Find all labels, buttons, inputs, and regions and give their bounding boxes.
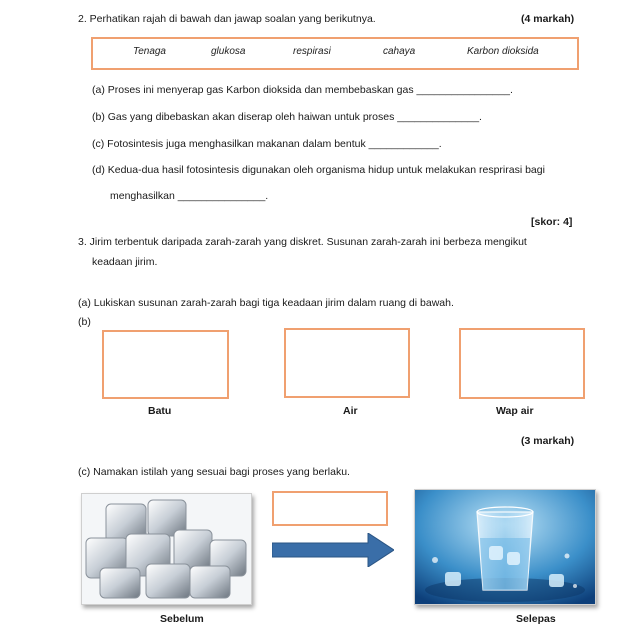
glass-of-water-image (414, 489, 596, 605)
ice-cubes-image (81, 493, 252, 605)
word-bank-item: Karbon dioksida (467, 46, 539, 57)
q2-part-b: (b) Gas yang dibebaskan akan diserap oleh haiwan untuk proses ______________. (92, 111, 482, 123)
drawing-box-gas[interactable] (459, 328, 585, 399)
q3-marks: (3 markah) (521, 435, 575, 447)
answer-box[interactable] (272, 491, 388, 526)
word-bank-box (91, 37, 579, 70)
right-arrow-icon (272, 533, 394, 567)
label-gas: Wap air (496, 405, 534, 417)
word-bank-item: Tenaga (133, 46, 166, 57)
label-liquid: Air (343, 405, 358, 417)
label-solid: Batu (148, 405, 172, 417)
q2-marks: (4 markah) (521, 13, 575, 25)
q3-part-a: (a) Lukiskan susunan zarah-zarah bagi tiga keadaan jirim dalam ruang di bawah. (78, 297, 454, 309)
q3-intro-cont: keadaan jirim. (92, 256, 158, 268)
q2-part-d-cont: menghasilkan _______________. (110, 190, 269, 202)
drawing-box-solid[interactable] (102, 330, 229, 399)
word-bank-item: cahaya (383, 46, 416, 57)
q2-part-d: (d) Kedua-dua hasil fotosintesis digunakan oleh organisma hidup untuk melakukan resprirasi bagi (92, 164, 545, 176)
label-before: Sebelum (160, 613, 204, 625)
word-bank-item: glukosa (211, 46, 246, 57)
q3-intro: 3. Jirim terbentuk daripada zarah-zarah yang diskret. Susunan zarah-zarah ini berbeza mengikut (78, 236, 527, 248)
drawing-box-liquid[interactable] (284, 328, 410, 398)
q3-part-b: (b) (78, 316, 91, 328)
q2-score: [skor: 4] (531, 216, 573, 228)
ice-cubes-icon (82, 494, 251, 604)
word-bank-item: respirasi (293, 46, 331, 57)
water-glass-icon (415, 490, 595, 604)
q2-heading: 2. Perhatikan rajah di bawah dan jawap soalan yang berikutnya. (78, 13, 376, 25)
q3-part-c: (c) Namakan istilah yang sesuai bagi proses yang berlaku. (78, 466, 350, 478)
q2-part-c: (c) Fotosintesis juga menghasilkan makanan dalam bentuk ____________. (92, 138, 442, 150)
label-after: Selepas (516, 613, 556, 625)
q2-part-a: (a) Proses ini menyerap gas Karbon dioksida dan membebaskan gas ________________. (92, 84, 513, 96)
